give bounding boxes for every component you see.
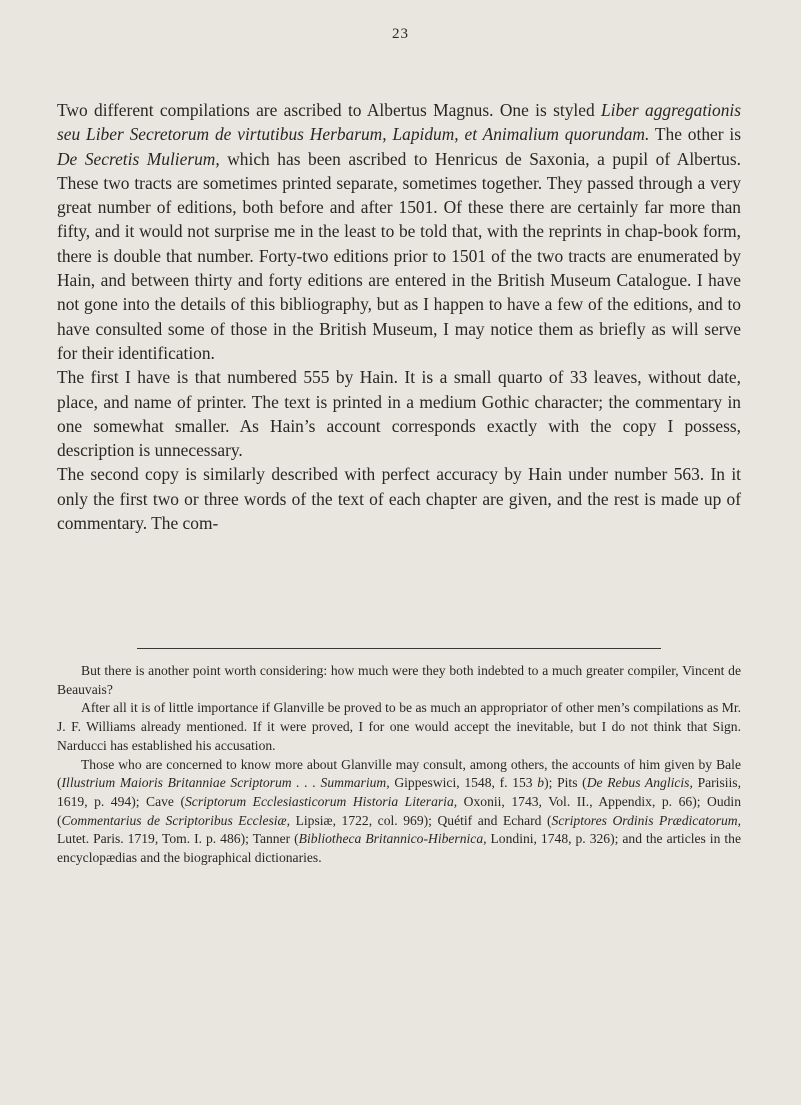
text-run: ); Pits ( — [544, 775, 587, 791]
italic-run: Bibliotheca Britannico-Hibernica, — [298, 831, 487, 847]
paragraph-3 — [57, 462, 741, 535]
text-run: Oxonii, 1743, Vol. II., Appendix, p. 66); Oudin ( — [57, 793, 741, 828]
italic-run: Illustrium Maioris Britanniae Scriptorum . . . Summarium, — [61, 775, 390, 791]
text-run: The first I have is that numbered 555 by Hain. It is a small quarto of 33 leaves, without date, place, and name of printer. The text is printed in a medium Gothic character; the commentary in one somewhat smaller. As Hain’s account corresponds exactly with the copy I possess, description is unnecessary. — [57, 367, 741, 461]
paragraph-1 — [57, 98, 741, 365]
text-run: Londini, 1748, p. 326); and the articles in the encyclopædias and the biographical dictionaries. — [57, 831, 741, 866]
main-text — [57, 98, 741, 535]
italic-run: Liber aggregationis seu Liber Secretorum de virtutibus Herbarum, Lapidum, et Animalium quorundam. — [57, 100, 741, 145]
paragraph-2 — [57, 365, 741, 462]
italic-run: De Rebus Anglicis, — [586, 775, 693, 791]
text-run: Those who are concerned to know more about Glanville may consult, among others, the accounts of him given by Bale ( — [57, 756, 741, 791]
text-run: The second copy is similarly described with perfect accuracy by Hain under number 563. In it only the first two or three words of the text of each chapter are given, and the rest is made up of commentary. The com- — [57, 464, 741, 534]
footnotes — [57, 662, 741, 868]
text-run: Two different compilations are ascribed to Albertus Magnus. One is styled — [57, 100, 601, 120]
text-run: Parisiis, 1619, p. 494); Cave ( — [57, 775, 741, 809]
italic-run: De Secretis Mulierum, — [57, 148, 220, 169]
text-run: which has been ascribed to Henricus de Saxonia, a pupil of Albertus. These two tracts are sometimes printed separate, sometimes together. They passed through a very great number of editions, both before and after 1501. Of these there are certainly far more than fifty, and it would not surprise me in the least to be told that, with the reprints in chap-book form, there is double that number. Forty-two editions prior to 1501 of the two tracts are enumerated by Hain, and between thirty and forty editions are entered in the British Museum Catalogue. I have not gone into the details of this bibliography, but as I happen to have a few of the editions, and to have consulted some of those in the British Museum, I may notice them as briefly as will serve for their identification. — [57, 148, 741, 363]
text-run: After all it is of little importance if Glanville be proved to be as much an appropriator of other men’s compilations as Mr. J. F. Williams already mentioned. If it were proved, I for one would accept the inevitable, but I do not think that Sign. Narducci has established his accusation. — [57, 700, 741, 753]
text-run: Lipsiæ, 1722, col. 969); Quétif and Echard ( — [290, 812, 552, 828]
footnote-divider — [137, 648, 661, 649]
italic-run: Commentarius de Scriptoribus Ecclesiæ, — [61, 812, 291, 828]
text-run: Gippeswici, 1548, f. 153 — [389, 775, 538, 791]
text-run: The other is — [649, 124, 741, 145]
page-number: 23 — [392, 26, 409, 42]
italic-run: Scriptores Ordinis Prædicatorum, — [551, 812, 741, 828]
italic-run: Scriptorum Ecclesiasticorum Historia Literaria, — [185, 793, 458, 809]
text-run: But there is another point worth considering: how much were they both indebted to a much greater compiler, Vincent de Beauvais? — [57, 663, 741, 697]
footnote-1 — [57, 662, 741, 699]
italic-run: b — [537, 775, 545, 791]
text-run: Lutet. Paris. 1719, Tom. I. p. 486); Tanner ( — [57, 831, 299, 847]
footnote-2 — [57, 699, 741, 755]
footnote-3 — [57, 756, 741, 868]
